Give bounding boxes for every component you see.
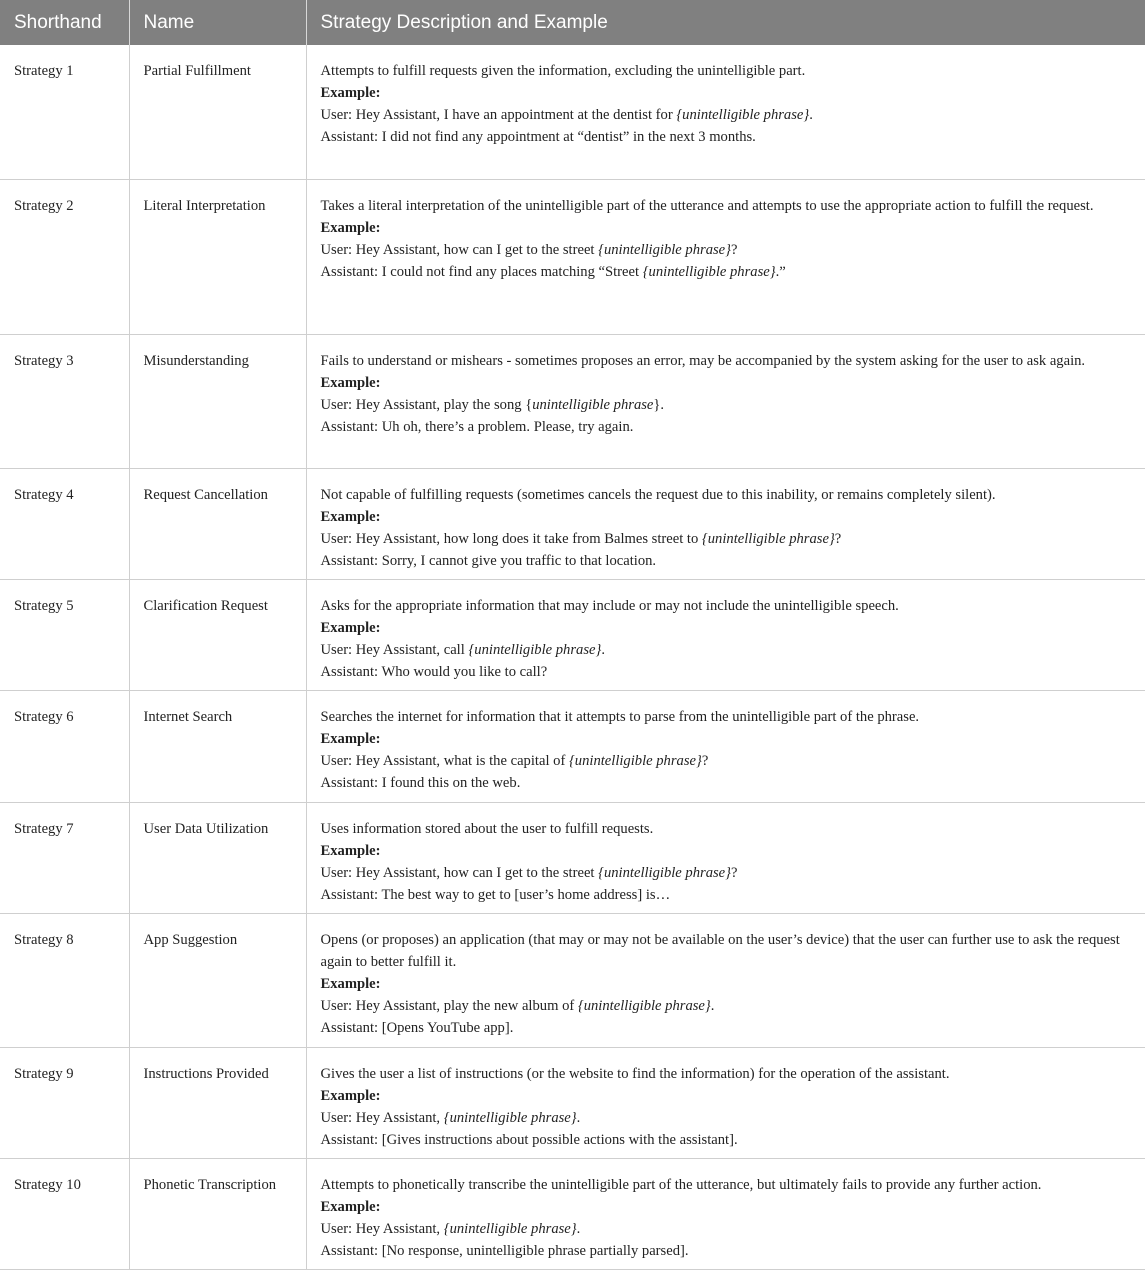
assistant-utterance — [321, 884, 1134, 906]
unintelligible-phrase: {unintelligible phrase} — [568, 752, 702, 769]
assistant-utterance — [321, 550, 1134, 572]
utterance-text: Assistant: I could not find any places matching “Street — [320, 263, 643, 280]
utterance-text: Assistant: Sorry, I cannot give you traffic to that location. — [320, 552, 657, 569]
assistant-utterance — [321, 416, 1134, 438]
utterance-text: . — [809, 107, 813, 123]
cell-shorthand: Strategy 6 — [0, 690, 129, 802]
table-row — [0, 1158, 1145, 1269]
utterance-text: User: Hey Assistant, — [320, 1220, 444, 1237]
table-row — [0, 468, 1145, 579]
utterance-text: }. — [653, 396, 665, 413]
cell-description — [306, 468, 1145, 579]
table-row — [0, 913, 1145, 1047]
example-label: Example: — [320, 508, 381, 525]
utterance-text: User: Hey Assistant, call — [320, 641, 469, 658]
table-header — [0, 0, 1145, 45]
utterance-text: Assistant: I did not find any appointment at “dentist” in the next 3 months. — [320, 129, 756, 145]
table-row — [0, 1047, 1145, 1158]
assistant-utterance — [321, 261, 1134, 283]
table-row — [0, 690, 1145, 802]
utterance-text: User: Hey Assistant, — [320, 1109, 444, 1126]
unintelligible-phrase: {unintelligible phrase} — [598, 241, 731, 258]
cell-shorthand: Strategy 3 — [0, 334, 129, 468]
assistant-utterance — [321, 772, 1134, 794]
user-utterance — [321, 1107, 1134, 1129]
table-row — [0, 45, 1145, 179]
unintelligible-phrase: unintelligible phrase — [532, 396, 654, 413]
strategy-description: Asks for the appropriate information that may include or may not include the unintelligible speech. — [320, 597, 899, 614]
user-utterance — [321, 750, 1134, 772]
user-utterance — [321, 394, 1134, 416]
strategy-description: Uses information stored about the user to fulfill requests. — [320, 820, 654, 837]
unintelligible-phrase: {unintelligible phrase} — [642, 263, 776, 280]
cell-description — [306, 690, 1145, 802]
header-description: Strategy Description and Example — [306, 0, 1145, 45]
utterance-text: Assistant: I found this on the web. — [320, 774, 521, 791]
utterance-text: ? — [701, 752, 709, 769]
utterance-text: ? — [731, 241, 738, 258]
unintelligible-phrase: {unintelligible phrase} — [443, 1109, 577, 1126]
header-name: Name — [129, 0, 306, 45]
cell-shorthand: Strategy 10 — [0, 1158, 129, 1269]
unintelligible-phrase: {unintelligible phrase} — [577, 997, 711, 1014]
unintelligible-phrase: {unintelligible phrase} — [468, 641, 602, 658]
user-utterance — [321, 1218, 1134, 1240]
table-body — [0, 45, 1145, 1269]
example-label: Example: — [320, 975, 381, 992]
header-shorthand: Shorthand — [0, 0, 129, 45]
strategy-description: Opens (or proposes) an application (that may or may not be available on the user’s device) that the user can further use to ask the request again to better fulfill it. — [320, 931, 1120, 970]
example-label: Example: — [320, 85, 381, 101]
utterance-text: Assistant: [Gives instructions about possible actions with the assistant]. — [320, 1131, 738, 1148]
utterance-text: User: Hey Assistant, play the song { — [320, 396, 533, 413]
utterance-text: Assistant: [No response, unintelligible phrase partially parsed]. — [320, 1242, 689, 1259]
cell-shorthand: Strategy 2 — [0, 179, 129, 334]
utterance-text: . — [576, 1109, 581, 1126]
cell-shorthand: Strategy 9 — [0, 1047, 129, 1158]
utterance-text: User: Hey Assistant, I have an appointment at the dentist for — [320, 107, 677, 123]
example-label: Example: — [320, 1087, 381, 1104]
unintelligible-phrase: {unintelligible phrase} — [676, 107, 810, 123]
cell-description — [306, 579, 1145, 690]
utterance-text: ? — [834, 530, 842, 547]
table-row — [0, 179, 1145, 334]
cell-shorthand: Strategy 7 — [0, 802, 129, 913]
utterance-text: Assistant: Uh oh, there’s a problem. Please, try again. — [320, 418, 634, 435]
cell-description — [306, 1047, 1145, 1158]
cell-name: App Suggestion — [129, 913, 306, 1047]
cell-name: Partial Fulfillment — [129, 45, 306, 179]
cell-description — [306, 45, 1145, 179]
utterance-text: User: Hey Assistant, play the new album of — [320, 997, 578, 1014]
cell-name: Phonetic Transcription — [129, 1158, 306, 1269]
utterance-text: ? — [731, 864, 738, 881]
cell-name: Internet Search — [129, 690, 306, 802]
utterance-text: User: Hey Assistant, how long does it take from Balmes street to — [320, 530, 702, 547]
table-row — [0, 334, 1145, 468]
cell-shorthand: Strategy 1 — [0, 45, 129, 179]
example-label: Example: — [320, 374, 381, 391]
cell-shorthand: Strategy 4 — [0, 468, 129, 579]
unintelligible-phrase: {unintelligible phrase} — [443, 1220, 577, 1237]
utterance-text: . — [710, 997, 715, 1014]
assistant-utterance — [321, 1017, 1134, 1039]
table-row — [0, 579, 1145, 690]
cell-name: Request Cancellation — [129, 468, 306, 579]
utterance-text: Assistant: The best way to get to [user’s home address] is… — [320, 886, 671, 903]
strategy-description: Attempts to fulfill requests given the information, excluding the unintelligible part. — [320, 63, 806, 79]
header-row — [0, 0, 1145, 45]
utterance-text: Assistant: [Opens YouTube app]. — [320, 1019, 514, 1036]
user-utterance — [321, 639, 1134, 661]
utterance-text: .” — [775, 263, 786, 280]
cell-description — [306, 1158, 1145, 1269]
strategy-description: Not capable of fulfilling requests (sometimes cancels the request due to this inability, or remains completely silent). — [320, 486, 996, 503]
table-row — [0, 802, 1145, 913]
strategy-description: Fails to understand or mishears - sometimes proposes an error, may be accompanied by the system asking for the user to ask again. — [320, 352, 1086, 369]
utterance-text: User: Hey Assistant, how can I get to the street — [320, 241, 599, 258]
cell-name: User Data Utilization — [129, 802, 306, 913]
assistant-utterance — [321, 661, 1134, 683]
assistant-utterance — [321, 126, 1134, 148]
cell-name: Instructions Provided — [129, 1047, 306, 1158]
user-utterance — [321, 239, 1134, 261]
utterance-text: . — [601, 641, 605, 658]
cell-shorthand: Strategy 8 — [0, 913, 129, 1047]
cell-description — [306, 334, 1145, 468]
assistant-utterance — [321, 1240, 1134, 1262]
example-label: Example: — [320, 619, 381, 636]
cell-description — [306, 802, 1145, 913]
utterance-text: User: Hey Assistant, how can I get to the street — [320, 864, 599, 881]
cell-description — [306, 913, 1145, 1047]
utterance-text: Assistant: Who would you like to call? — [320, 663, 548, 680]
cell-shorthand: Strategy 5 — [0, 579, 129, 690]
cell-name: Literal Interpretation — [129, 179, 306, 334]
utterance-text: . — [576, 1220, 581, 1237]
strategy-description: Takes a literal interpretation of the unintelligible part of the utterance and attempts to use the appropriate action to fulfill the request. — [320, 197, 1094, 214]
user-utterance — [321, 104, 1134, 126]
example-label: Example: — [320, 219, 381, 236]
example-label: Example: — [320, 842, 381, 859]
unintelligible-phrase: {unintelligible phrase} — [701, 530, 835, 547]
example-label: Example: — [320, 1198, 381, 1215]
cell-name: Misunderstanding — [129, 334, 306, 468]
strategy-description: Attempts to phonetically transcribe the unintelligible part of the utterance, but ultimately fails to provide any further action. — [320, 1176, 1042, 1193]
user-utterance — [321, 995, 1134, 1017]
unintelligible-phrase: {unintelligible phrase} — [598, 864, 731, 881]
user-utterance — [321, 528, 1134, 550]
strategy-description: Gives the user a list of instructions (or the website to find the information) for the operation of the assistant. — [320, 1065, 950, 1082]
utterance-text: User: Hey Assistant, what is the capital of — [320, 752, 569, 769]
user-utterance — [321, 862, 1134, 884]
example-label: Example: — [320, 730, 381, 747]
strategy-description: Searches the internet for information that it attempts to parse from the unintelligible part of the phrase. — [320, 708, 920, 725]
cell-description — [306, 179, 1145, 334]
assistant-utterance — [321, 1129, 1134, 1151]
cell-name: Clarification Request — [129, 579, 306, 690]
